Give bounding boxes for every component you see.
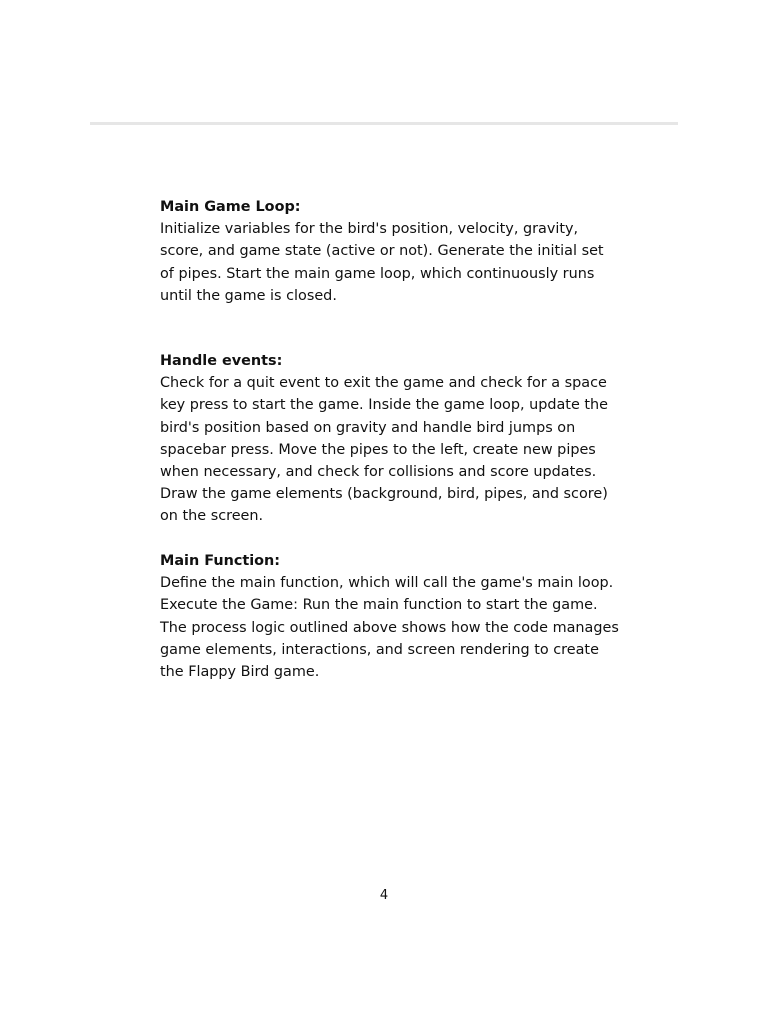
page-number: 4 (379, 888, 389, 903)
header-divider (90, 122, 678, 125)
section-heading: Handle events: (160, 353, 283, 369)
section-heading: Main Function: (160, 553, 281, 569)
section-paragraph: Check for a quit event to exit the game and check for a space key press to start the game. Inside the game loop, update the bird's position based on gravity and handle bird jumps on spacebar press. Move the pipes to the left, create new pipes when necessary, and check for collisions and score updates. Draw the game elements (background, bird, pipes, and score) on the screen. (160, 375, 608, 525)
section-main-game-loop (160, 196, 620, 307)
section-paragraph: Initialize variables for the bird's position, velocity, gravity, score, and game state (active or not). Generate the initial set of pipes. Start the main game loop, which continuously runs until the game is closed. (160, 221, 604, 304)
section-paragraph: Define the main function, which will call the game's main loop. Execute the Game: Run the main function to start the game. The process logic outlined above shows how the code manages game elements, interactions, and screen rendering to create the Flappy Bird game. (160, 575, 619, 681)
section-heading: Main Game Loop: (160, 199, 301, 215)
section-main-function (160, 550, 620, 683)
section-handle-events (160, 350, 620, 528)
